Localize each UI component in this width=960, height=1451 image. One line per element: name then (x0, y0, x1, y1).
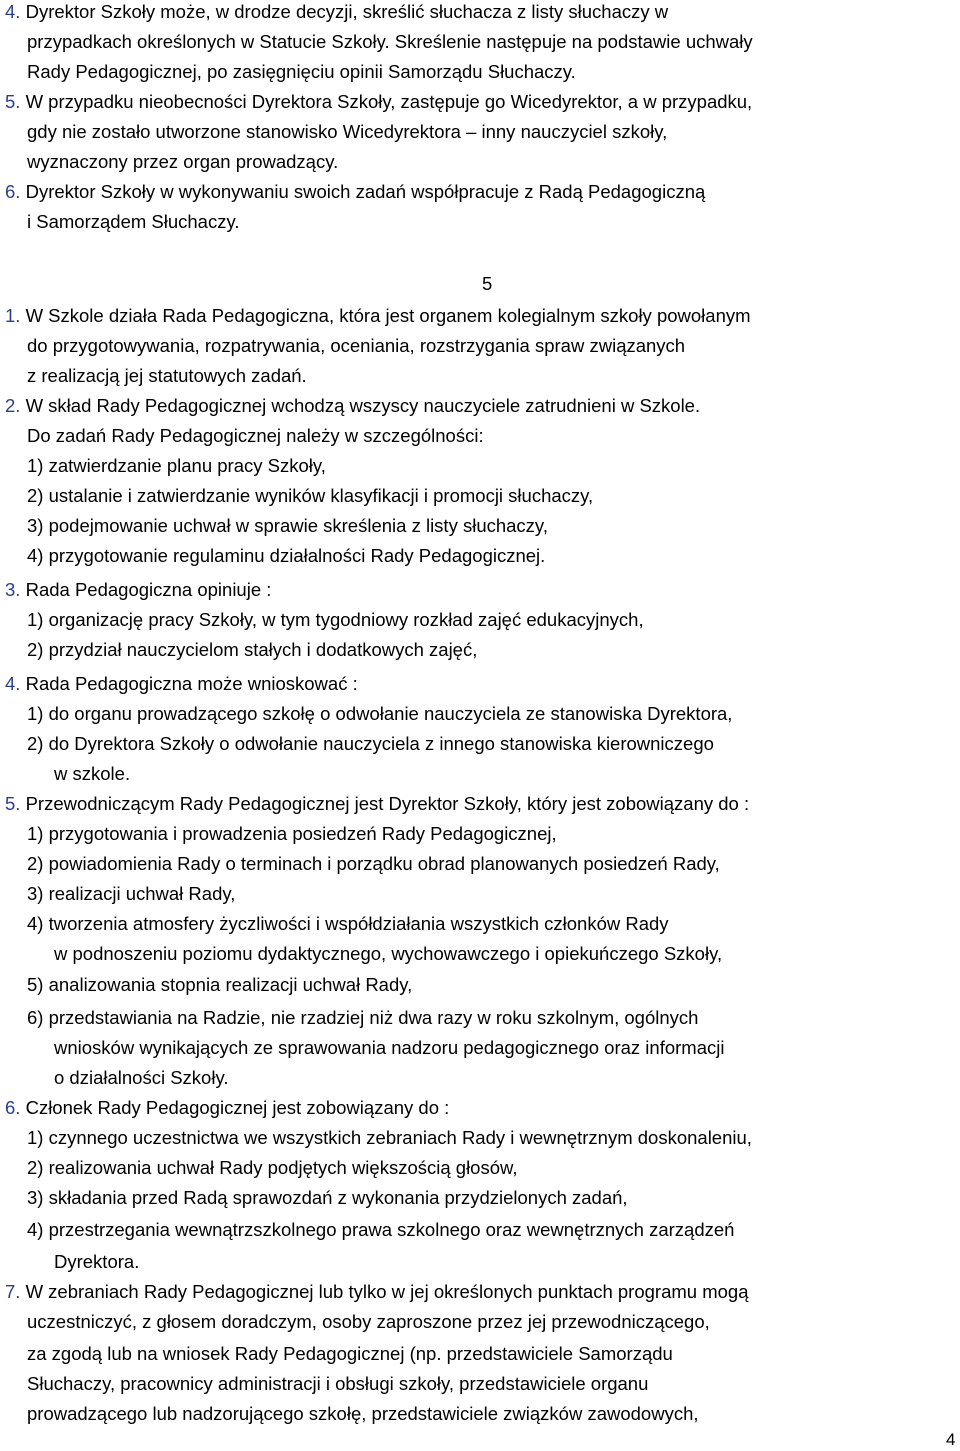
line-text: Dyrektor Szkoły w wykonywaniu swoich zadań współpracuje z Radą Pedagogiczną (20, 181, 706, 202)
page-number: 4 (946, 1430, 956, 1449)
text-line (27, 57, 576, 87)
list-number: 6. (5, 181, 21, 202)
text-line (5, 301, 751, 331)
list-number: 3. (5, 579, 21, 600)
text-line (27, 1215, 734, 1245)
line-text: Przewodniczącym Rady Pedagogicznej jest Dyrektor Szkoły, który jest zobowiązany do : (20, 793, 750, 814)
text-line (27, 117, 667, 147)
text-line (27, 635, 477, 665)
line-text: Rada Pedagogiczna opiniuje : (20, 579, 272, 600)
text-line (27, 1183, 628, 1213)
line-text: do przygotowywania, rozpatrywania, oceniania, rozstrzygania spraw związanych (27, 335, 686, 356)
text-line (27, 699, 732, 729)
text-line (27, 1399, 699, 1429)
line-text: W skład Rady Pedagogicznej wchodzą wszyscy nauczyciele zatrudnieni w Szkole. (20, 395, 701, 416)
text-line (5, 87, 752, 117)
list-number: 4. (5, 1, 21, 22)
line-text: z realizacją jej statutowych zadań. (27, 365, 307, 386)
line-text: 1) czynnego uczestnictwa we wszystkich zebraniach Rady i wewnętrznym doskonaleniu, (27, 1127, 752, 1148)
line-text: 1) organizację pracy Szkoły, w tym tygodniowy rozkład zajęć edukacyjnych, (27, 609, 644, 630)
list-number: 6. (5, 1097, 21, 1118)
line-text: 4) przestrzegania wewnątrzszkolnego prawa szkolnego oraz wewnętrznych zarządzeń (27, 1219, 735, 1240)
line-text: gdy nie zostało utworzone stanowisko Wicedyrektora – inny nauczyciel szkoły, (27, 121, 668, 142)
text-line (27, 1339, 673, 1369)
text-line (54, 1063, 228, 1093)
text-line (27, 147, 338, 177)
text-line (27, 541, 545, 571)
text-line (5, 391, 700, 421)
line-text: 2) powiadomienia Rady o terminach i porządku obrad planowanych posiedzeń Rady, (27, 853, 720, 874)
line-text: w podnoszeniu poziomu dydaktycznego, wychowawczego i opiekuńczego Szkoły, (54, 943, 723, 964)
text-line (27, 1153, 518, 1183)
text-line (27, 970, 412, 1000)
text-line (27, 1123, 752, 1153)
line-text: 3) realizacji uchwał Rady, (27, 883, 236, 904)
line-text: o działalności Szkoły. (54, 1067, 229, 1088)
line-text: 2) ustalanie i zatwierdzanie wyników klasyfikacji i promocji słuchaczy, (27, 485, 594, 506)
line-text: W przypadku nieobecności Dyrektora Szkoły, zastępuje go Wicedyrektor, a w przypadku, (20, 91, 753, 112)
line-text: i Samorządem Słuchaczy. (27, 211, 240, 232)
list-number: 7. (5, 1281, 21, 1302)
line-text: 3) podejmowanie uchwał w sprawie skreślenia z listy słuchaczy, (27, 515, 548, 536)
text-line (27, 1003, 698, 1033)
list-number: 5. (5, 793, 21, 814)
text-line (27, 451, 326, 481)
text-line (27, 819, 557, 849)
line-text: 3) składania przed Radą sprawozdań z wykonania przydzielonych zadań, (27, 1187, 628, 1208)
text-line (27, 849, 720, 879)
line-text: Dyrektor Szkoły może, w drodze decyzji, skreślić słuchacza z listy słuchaczy w (20, 1, 669, 22)
list-number: 5. (5, 91, 21, 112)
line-text: uczestniczyć, z głosem doradczym, osoby zaproszone przez jej przewodniczącego, (27, 1311, 710, 1332)
text-line (27, 421, 484, 451)
text-line (27, 511, 548, 541)
text-line (54, 1033, 724, 1063)
text-line (5, 1093, 449, 1123)
text-line (27, 1307, 710, 1337)
line-text: Dyrektora. (54, 1251, 140, 1272)
text-line (27, 879, 235, 909)
line-text: w szkole. (54, 763, 131, 784)
text-line (27, 331, 685, 361)
line-text: W Szkole działa Rada Pedagogiczna, która jest organem kolegialnym szkoły powołanym (20, 305, 751, 326)
text-line (54, 1247, 139, 1277)
line-text: 2) do Dyrektora Szkoły o odwołanie nauczyciela z innego stanowiska kierowniczego (27, 733, 714, 754)
list-number: 1. (5, 305, 21, 326)
line-text: 4) tworzenia atmosfery życzliwości i współdziałania wszystkich członków Rady (27, 913, 669, 934)
line-text: Słuchaczy, pracownicy administracji i obsługi szkoły, przedstawiciele organu (27, 1373, 649, 1394)
text-line (27, 361, 307, 391)
text-line (27, 27, 753, 57)
line-text: 1) przygotowania i prowadzenia posiedzeń Rady Pedagogicznej, (27, 823, 557, 844)
text-line (5, 177, 705, 207)
text-line (27, 605, 644, 635)
line-text: 1) zatwierdzanie planu pracy Szkoły, (27, 455, 326, 476)
text-line (27, 729, 714, 759)
line-text: Członek Rady Pedagogicznej jest zobowiązany do : (20, 1097, 450, 1118)
text-line (54, 939, 722, 969)
line-text: 2) przydział nauczycielom stałych i dodatkowych zajęć, (27, 639, 478, 660)
line-text: wyznaczony przez organ prowadzący. (27, 151, 339, 172)
text-line (482, 269, 492, 299)
text-line (5, 1277, 749, 1307)
text-line (27, 207, 240, 237)
line-text: 1) do organu prowadzącego szkołę o odwołanie nauczyciela ze stanowiska Dyrektora, (27, 703, 733, 724)
line-text: za zgodą lub na wniosek Rady Pedagogicznej (np. przedstawiciele Samorządu (27, 1343, 673, 1364)
text-line (54, 759, 130, 789)
line-text: przypadkach określonych w Statucie Szkoły. Skreślenie następuje na podstawie uchwały (27, 31, 753, 52)
text-line (5, 0, 668, 27)
line-text: W zebraniach Rady Pedagogicznej lub tylko w jej określonych punktach programu mogą (20, 1281, 749, 1302)
text-line (27, 1369, 648, 1399)
line-text: 5) analizowania stopnia realizacji uchwał Rady, (27, 974, 413, 995)
list-number: 4. (5, 673, 21, 694)
line-text: 5 (482, 273, 493, 294)
line-text: prowadzącego lub nadzorującego szkołę, przedstawiciele związków zawodowych, (27, 1403, 699, 1424)
line-text: wniosków wynikających ze sprawowania nadzoru pedagogicznego oraz informacji (54, 1037, 725, 1058)
text-line (5, 575, 271, 605)
text-line (5, 669, 358, 699)
line-text: Do zadań Rady Pedagogicznej należy w szczególności: (27, 425, 484, 446)
line-text: 4) przygotowanie regulaminu działalności Rady Pedagogicznej. (27, 545, 546, 566)
line-text: Rada Pedagogiczna może wnioskować : (20, 673, 358, 694)
line-text: Rady Pedagogicznej, po zasięgnięciu opinii Samorządu Słuchaczy. (27, 61, 576, 82)
text-line (27, 909, 669, 939)
line-text: 2) realizowania uchwał Rady podjętych większością głosów, (27, 1157, 518, 1178)
text-line (5, 789, 749, 819)
line-text: 6) przedstawiania na Radzie, nie rzadziej niż dwa razy w roku szkolnym, ogólnych (27, 1007, 699, 1028)
text-line (27, 481, 593, 511)
list-number: 2. (5, 395, 21, 416)
